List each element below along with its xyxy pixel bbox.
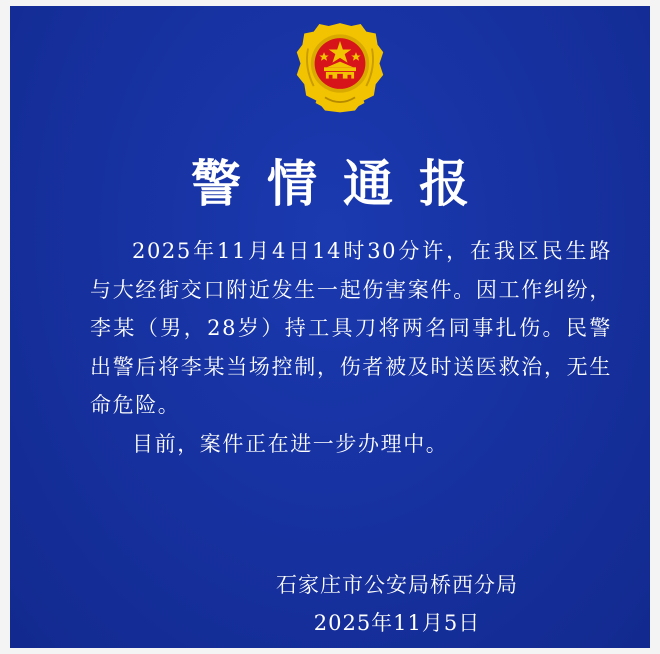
notice-paragraph: 目前，案件正在进一步办理中。 [132,431,449,456]
notice-signature [272,566,522,642]
notice-body [90,232,612,463]
police-notice [10,6,650,648]
issuer-name: 石家庄市公安局桥西分局 [276,573,518,597]
notice-paragraph: 2025年11月4日14时30分许，在我区民生路与大经街交口附近发生一起伤害案件。因工作纠纷，李某（男，28岁）持工具刀将两名同事扎伤。民警出警后将李某当场控制，伤者被及时送医救治，无生命危险。 [90,239,612,417]
notice-title: 警情通报 [191,155,495,213]
police-emblem-icon [293,20,387,124]
issue-date: 2025年11月5日 [313,611,481,635]
